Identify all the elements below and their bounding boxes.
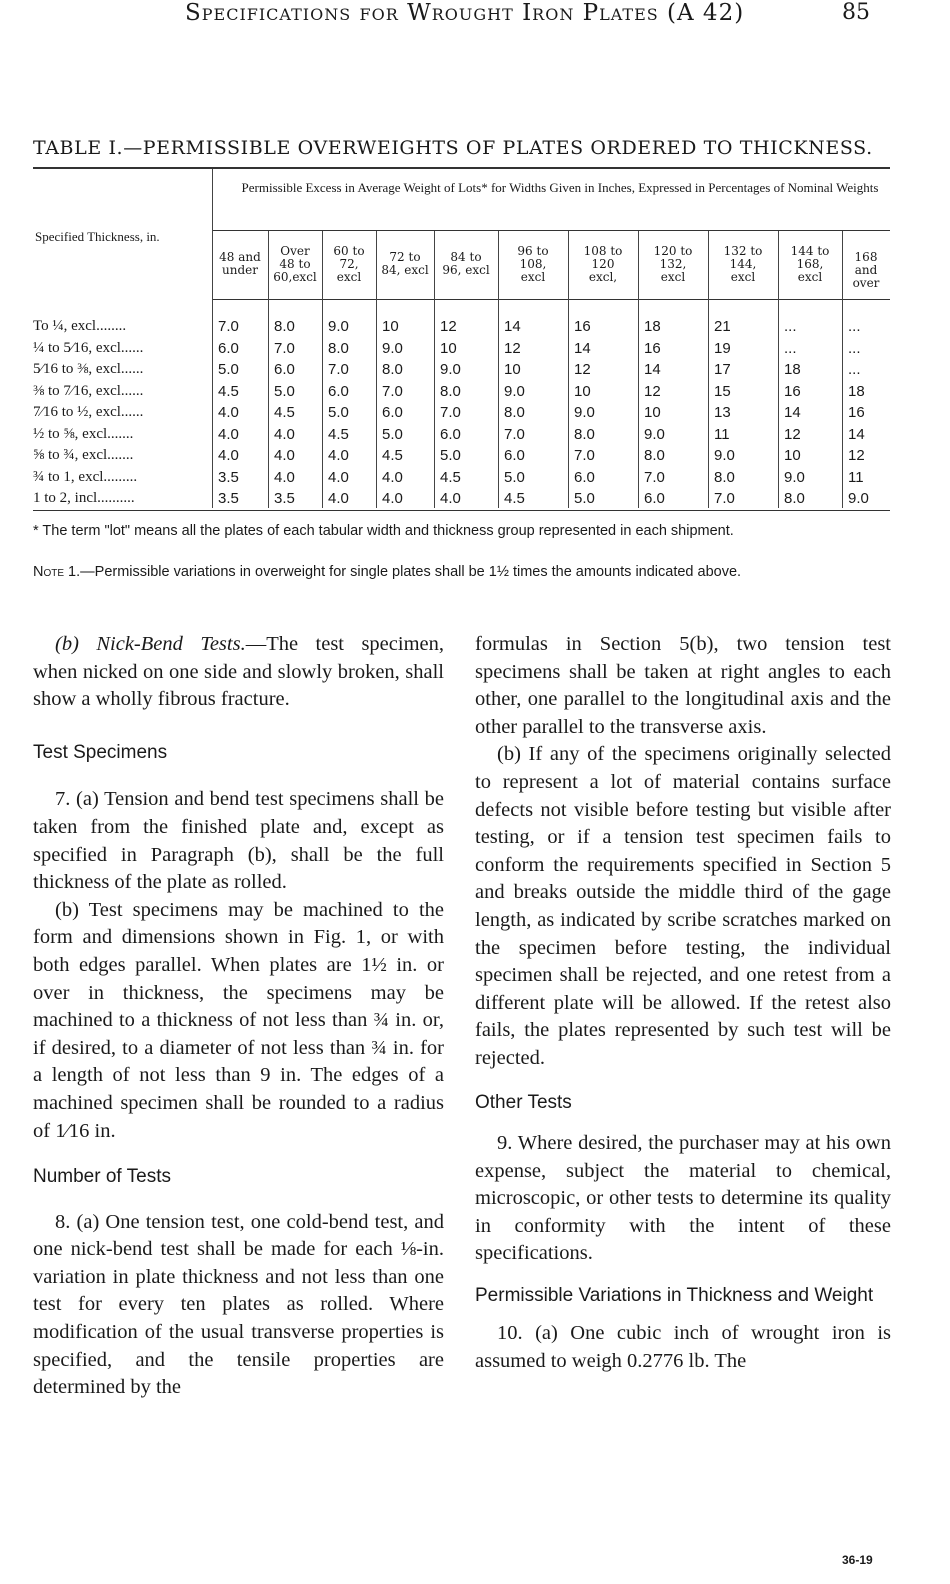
para-7-nick-bend: [33, 631, 444, 714]
header-mid-rule: [212, 230, 890, 231]
table-cell: 19: [714, 339, 731, 357]
para-8a-continued: formulas in Section 5(b), two tension test specimens shall be taken at right angles to each other, one parallel to the longitudinal axis and the other parallel to the transverse axis.: [475, 633, 891, 738]
right-column: [475, 631, 891, 1375]
nick-bend-label: (b) Nick-Bend Tests.: [55, 633, 246, 655]
table-cell: 5.0: [382, 425, 403, 443]
stub-header: Specified Thickness, in.: [35, 229, 160, 244]
table-cell: 10: [784, 447, 801, 464]
table-cell: 8.0: [274, 318, 295, 335]
table-cell: 4.0: [274, 447, 295, 464]
table-cell: 10: [644, 404, 661, 421]
column-header: [708, 245, 778, 284]
column-header-line: Over: [280, 243, 310, 258]
column-rule: [638, 231, 639, 508]
table-cell: 8.0: [714, 468, 735, 486]
para-8b: (b) If any of the specimens originally selected to represent a lot of material contains surface defects not visible before testing but visible after testing, or if a tension test specimen fails to conform the requirements specified in Section 5 and breaks outside the middle third of the gage length, as indicated by scribe scratches marked on the specimen before testing, the individual specimen shall be rejected, and one retest from a different plate will be allowed. If the retest also fails, the plates represented by such test will be rejected.: [475, 743, 891, 1069]
table-cell: 10: [574, 382, 591, 400]
table-cell: 18: [848, 382, 865, 400]
table-cell: 4.5: [382, 447, 403, 464]
table-cell: 11: [714, 425, 730, 443]
table-cell: 16: [644, 339, 661, 357]
left-column: [33, 631, 444, 1402]
table-cell: 4.0: [218, 447, 239, 464]
column-header-line: excl: [660, 269, 686, 284]
column-header: [842, 251, 890, 290]
column-header-line: 96, excl: [442, 263, 490, 277]
column-header-line: 48 and: [219, 250, 261, 264]
table-cell: 4.0: [328, 447, 349, 464]
table-cell: 13: [714, 404, 731, 421]
table-cell: 9.0: [784, 468, 805, 486]
table-cell: 4.0: [274, 425, 295, 443]
column-header-line: excl: [336, 269, 362, 284]
table-cell: 4.0: [218, 404, 239, 421]
column-header-line: 60,excl: [273, 269, 317, 284]
column-header-line: 144 to: [790, 243, 830, 258]
column-header-line: excl,: [588, 269, 618, 284]
table-cell: 10: [504, 361, 521, 378]
table-cell: 15: [714, 382, 731, 400]
table-cell: 6.0: [504, 447, 525, 464]
table-cell: 11: [848, 468, 864, 486]
table-cell: 6.0: [440, 425, 461, 443]
table-cell: 4.0: [382, 490, 403, 507]
table-cell: 6.0: [574, 468, 595, 486]
table-cell: 7.0: [382, 382, 403, 400]
table-cell: 4.0: [440, 490, 461, 507]
table-cell: 5.0: [274, 382, 295, 400]
column-header-line: excl: [520, 269, 546, 284]
table-cell: 16: [848, 404, 865, 421]
table-cell: 8.0: [784, 490, 805, 507]
column-rule: [212, 169, 213, 508]
para-8a: 8. (a) One tension test, one cold-bend test, and one nick-bend test shall be made for each ⅛-in. variation in plate thickness and not less than one test for every ten plates as rolled. Where modification of the usual transverse properties is specified, and the tensile properties are determined by the: [33, 1210, 444, 1399]
running-header: [0, 0, 950, 34]
table-cell: 14: [644, 361, 661, 378]
column-header-line: 168 and: [854, 250, 878, 277]
header-bottom-rule: [212, 299, 890, 300]
table-cell: 3.5: [218, 490, 239, 507]
column-header-line: excl: [730, 269, 756, 284]
column-rule: [842, 231, 843, 508]
column-header-line: 60 to: [333, 243, 365, 258]
table-cell: ...: [848, 339, 861, 357]
column-rule: [434, 231, 435, 508]
table-cell: 4.0: [274, 468, 295, 486]
table-cell: 8.0: [382, 361, 403, 378]
row-label: ⅜ to 7⁄16, excl......: [33, 382, 144, 399]
heading-number-of-tests: Number of Tests: [33, 1166, 171, 1188]
table-cell: 9.0: [848, 490, 869, 507]
table-cell: 7.0: [328, 361, 349, 378]
column-rule: [498, 231, 499, 508]
table-cell: 6.0: [644, 490, 665, 507]
column-header: [322, 245, 376, 284]
table-cell: 6.0: [328, 382, 349, 400]
table-cell: 21: [714, 318, 731, 335]
column-header-line: over: [852, 276, 880, 290]
table-cell: 4.5: [274, 404, 295, 421]
column-header-line: 120 to: [653, 243, 693, 258]
nick-bend-text: —The test specimen, when nicked on one side and slowly broken, shall show a wholly fibrous fracture.: [33, 633, 444, 711]
table-cell: 8.0: [504, 404, 525, 421]
column-header-line: 132 to: [723, 243, 763, 258]
heading-test-specimens: Test Specimens: [33, 741, 168, 763]
table-cell: 9.0: [328, 318, 349, 335]
table-cell: 6.0: [218, 339, 239, 357]
table-cell: 12: [848, 447, 865, 464]
column-header-line: 84, excl: [381, 263, 429, 277]
table-cell: ...: [848, 318, 861, 335]
note-text: —Permissible variations in overweight for single plates shall be 1½ times the amounts indicated above.: [80, 564, 742, 580]
note-label: Note 1.: [33, 564, 81, 580]
column-header-line: 132,: [659, 256, 687, 271]
table-cell: 9.0: [504, 382, 525, 400]
table-cell: 5.0: [328, 404, 349, 421]
column-rule: [268, 231, 269, 508]
table-footnote: * The term "lot" means all the plates of each tabular width and thickness group represented in each shipment.: [33, 523, 734, 539]
table-cell: 7.0: [504, 425, 525, 443]
row-label: ½ to ⅝, excl.......: [33, 425, 134, 442]
table-cell: 10: [382, 318, 399, 335]
table-cell: 10: [440, 339, 457, 357]
table-cell: 4.0: [382, 468, 403, 486]
column-header: [268, 245, 322, 284]
table-cell: 8.0: [328, 339, 349, 357]
column-rule: [778, 231, 779, 508]
table-cell: 3.5: [218, 468, 239, 486]
table-cell: 7.0: [644, 468, 665, 486]
table-cell: 16: [574, 318, 591, 335]
table-cell: 12: [574, 361, 591, 378]
table-cell: 4.5: [328, 425, 349, 443]
para-7a: 7. (a) Tension and bend test specimens shall be taken from the finished plate and, except as specified in Paragraph (b), shall be the full thickness of the plate as rolled.: [33, 788, 444, 894]
para-9: 9. Where desired, the purchaser may at his own expense, subject the material to chemical, microscopic, or other tests to determine its quality in conformity with the intent of these specifications.: [475, 1132, 891, 1265]
table-cell: 4.5: [504, 490, 525, 507]
table-cell: 14: [784, 404, 801, 421]
row-label: ¼ to 5⁄16, excl......: [33, 339, 144, 356]
page-code: 36-19: [842, 1553, 873, 1567]
table-cell: 12: [784, 425, 801, 443]
table-cell: 9.0: [644, 425, 665, 443]
row-label: ¾ to 1, excl.........: [33, 468, 138, 485]
column-header-line: 96 to: [517, 243, 549, 258]
table-cell: 9.0: [382, 339, 403, 357]
table-cell: 16: [784, 382, 801, 400]
table-cell: 3.5: [274, 490, 295, 507]
row-label: To ¼, excl........: [33, 318, 127, 334]
column-header-line: 72,: [339, 256, 359, 271]
table-cell: 7.0: [574, 447, 595, 464]
column-header: [434, 251, 498, 277]
table-cell: 4.5: [218, 382, 239, 400]
column-rule: [708, 231, 709, 508]
column-header: [212, 251, 268, 277]
column-rule: [322, 231, 323, 508]
column-header-line: 144,: [729, 256, 757, 271]
table-cell: 4.5: [440, 468, 461, 486]
table-cell: 18: [644, 318, 661, 335]
column-header: [568, 245, 638, 284]
table-cell: 5.0: [574, 490, 595, 507]
column-header-line: 168,: [796, 256, 824, 271]
table-cell: 4.0: [328, 468, 349, 486]
column-header-line: 120: [591, 256, 615, 271]
row-label: 1 to 2, incl..........: [33, 490, 135, 506]
column-rule: [376, 231, 377, 508]
table-top-rule: [33, 167, 890, 169]
table-cell: 4.0: [218, 425, 239, 443]
table-cell: 7.0: [440, 404, 461, 421]
table-cell: 12: [644, 382, 661, 400]
column-rule: [568, 231, 569, 508]
column-header: [638, 245, 708, 284]
table-cell: 5.0: [440, 447, 461, 464]
spanner-header: Permissible Excess in Average Weight of Lots* for Widths Given in Inches, Expressed in Percentages of Nominal Weights: [241, 180, 879, 195]
table-cell: ...: [848, 361, 861, 378]
table-cell: 18: [784, 361, 801, 378]
row-label: 7⁄16 to ½, excl......: [33, 404, 144, 420]
column-header-line: excl: [797, 269, 823, 284]
table-cell: 9.0: [714, 447, 735, 464]
table-cell: 12: [504, 339, 521, 357]
para-10a: 10. (a) One cubic inch of wrought iron is assumed to weigh 0.2776 lb. The: [475, 1322, 891, 1372]
table-cell: 17: [714, 361, 731, 378]
row-label: ⅝ to ¾, excl.......: [33, 447, 134, 463]
heading-variations: Permissible Variations in Thickness and Weight: [475, 1285, 874, 1307]
table-cell: 7.0: [714, 490, 735, 507]
table-cell: 7.0: [218, 318, 239, 335]
column-header: [498, 245, 568, 284]
table-cell: 4.0: [328, 490, 349, 507]
column-header-line: under: [222, 263, 258, 277]
table-cell: 7.0: [274, 339, 295, 357]
table-cell: ...: [784, 339, 797, 357]
table-cell: 5.0: [504, 468, 525, 486]
column-header: [376, 251, 434, 277]
para-7b: (b) Test specimens may be machined to the form and dimensions shown in Fig. 1, or with both edges parallel. When plates are 1½ in. or over in thickness, the specimens may be machined to a thickness of not less than ¾ in. or, if desired, to a diameter of not less than ¾ in. for a length of not less than 9 in. The edges of a machined specimen shall be rounded to a radius of 1⁄16 in.: [33, 898, 444, 1142]
table-cell: 14: [504, 318, 521, 335]
table-cell: 9.0: [574, 404, 595, 421]
table-cell: 5.0: [218, 361, 239, 378]
row-label: 5⁄16 to ⅜, excl......: [33, 361, 144, 377]
table-note: [33, 562, 890, 582]
table-cell: 8.0: [574, 425, 595, 443]
table-cell: 8.0: [644, 447, 665, 464]
table-cell: 6.0: [274, 361, 295, 378]
table-cell: 8.0: [440, 382, 461, 400]
table-cell: 12: [440, 318, 457, 335]
table-cell: 14: [848, 425, 865, 443]
column-header-line: 48 to: [279, 256, 311, 271]
table-cell: ...: [784, 318, 797, 335]
table-title: TABLE I.—PERMISSIBLE OVERWEIGHTS OF PLATES ORDERED TO THICKNESS.: [33, 137, 873, 159]
column-header-line: 72 to: [389, 250, 421, 264]
column-header-line: 108,: [519, 256, 547, 271]
column-header-line: 84 to: [450, 250, 482, 264]
heading-other-tests: Other Tests: [475, 1091, 572, 1113]
running-title: Specifications for Wrought Iron Plates (A 42): [185, 0, 745, 26]
table-bottom-rule: [33, 510, 890, 511]
table-cell: 14: [574, 339, 591, 357]
column-header: [778, 245, 842, 284]
column-header-line: 108 to: [583, 243, 623, 258]
table-cell: 9.0: [440, 361, 461, 378]
page-number: 85: [842, 0, 870, 25]
table-cell: 6.0: [382, 404, 403, 421]
